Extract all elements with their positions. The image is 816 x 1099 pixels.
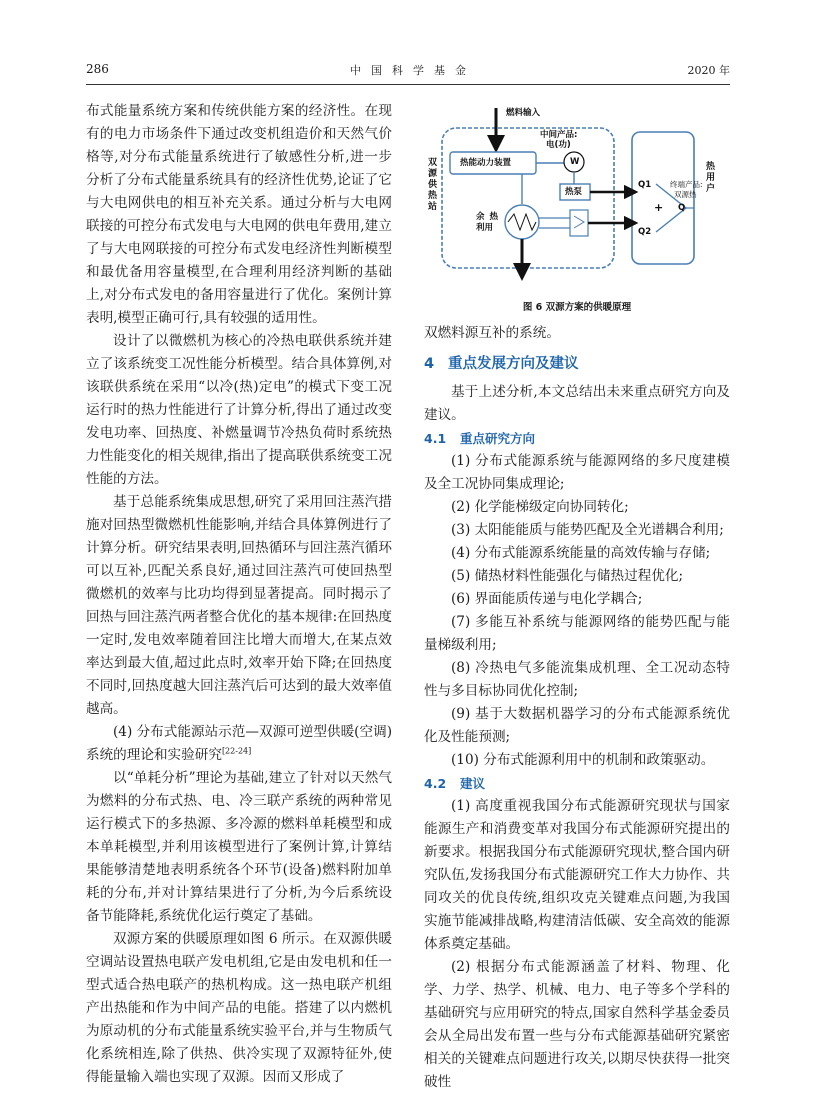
q2-label: Q2 (638, 227, 652, 237)
left-column (86, 100, 392, 1089)
subsection-heading (424, 772, 730, 795)
list-item: (1) 分布式能源系统与能源网络的多尺度建模及全工况协同集成理论; (424, 453, 730, 492)
electric-power-label: 电(功) (546, 140, 571, 150)
dual-heat-label: 双源热 (674, 190, 697, 199)
list-item: (5) 储热材料性能强化与储热过程优化; (451, 568, 684, 584)
intermediate-product-label: 中间产品: (540, 130, 578, 140)
final-product-label: 终端产品: (670, 180, 703, 189)
citation: [22-24] (221, 746, 252, 756)
auxiliary-unit (570, 210, 588, 236)
heat-engine-label: 热能动力装置 (460, 158, 512, 168)
heat-exchanger (505, 205, 539, 239)
subsection-number: 4.2 (424, 776, 447, 791)
paragraph: 布式能量系统方案和传统供能方案的经济性。在现有的电力市场条件下通过改变机组造价和天然气价格等,对分布式能量系统进行了敏感性分析,进一步分析了分布式能量系统具有的经济性优势,论证了它与大电网供电的相互补充关系。通过分析与大电网联接的可控分布式发电与大电网的供电年费用,建立了与大电网联接的可控分布式发电经济性判断模型和最优备用容量模型,在合理利用经济判断的基础上,对分布式发电的备用容量进行了优化。案例计算表明,模型正确可行,具有较强的适用性。 (86, 103, 392, 326)
paragraph-heading (86, 721, 392, 767)
paragraph: 基于上述分析,本文总结出未来重点研究方向及建议。 (424, 384, 730, 423)
header-rule (86, 84, 730, 85)
q-output-label: Q (678, 203, 686, 213)
subsection-heading (424, 427, 730, 450)
subsection-title: 建议 (460, 776, 486, 791)
subsection-title: 重点研究方向 (460, 431, 536, 446)
list-item: (8) 冷热电气多能流集成机理、全工况动态特性与多目标协同优化控制; (424, 660, 730, 699)
paragraph: 基于总能系统集成思想,研究了采用回注蒸汽措施对回热型微燃机性能影响,并结合具体算例进行了计算分析。研究结果表明,回热循环与回注蒸汽循环可以互补,匹配关系良好,通过回注蒸汽可使回热型微燃机的效率与比功均得到显著提高。同时揭示了回热与回注蒸汽两者整合优化的基本规律:在回热度一定时,发电效率随着回注比增大而增大,在某点效率达到最大值,超过此点时,效率开始下降;在回热度不同时,回热度越大回注蒸汽后可达到的最大效率值越高。 (86, 494, 392, 717)
paragraph: (2) 根据分布式能源涵盖了材料、物理、化学、力学、热学、机械、电力、电子等多个学科的基础研究与应用研究的特点,国家自然科学基金委员会从全局出发布置一些与分布式能源基础研究紧密相关的关键难点问题进行攻关,以期尽快获得一批突破性 (424, 959, 730, 1090)
subsection-number: 4.1 (424, 431, 447, 446)
paragraph: 以“单耗分析”理论为基础,建立了针对以天然气为燃料的分布式热、电、冷三联产系统的两种常见运行模式下的多热源、多冷源的燃料单耗模型和成本单耗模型,并利用该模型进行了案例计算,计算结果能够清楚地表明系统各个环节(设备)燃料附加单耗的分布,并对计算结果进行了分析,为今后系统设备节能降耗,系统优化运行奠定了基础。 (86, 770, 392, 924)
section-title: 重点发展方向及建议 (448, 356, 579, 372)
list-item: (3) 太阳能能质与能势匹配及全光谱耦合利用; (451, 522, 724, 538)
user-label: 热用户 (706, 162, 716, 194)
list-item: (4) 分布式能源系统能量的高效传输与存储; (451, 545, 711, 561)
paragraph: (1) 高度重视我国分布式能源研究现状与国家能源生产和消费变革对我国分布式能源研究提出的新要求。根据我国分布式能源研究现状,整合国内研究队伍,发扬我国分布式能源研究工作大力协作、共同攻关的优良传统,组织攻克关键难点问题,为我国实施节能减排战略,构建清洁低碳、安全高效的能源体系奠定基础。 (424, 798, 730, 952)
section-number: 4 (424, 356, 435, 372)
fuel-input-label: 燃料输入 (506, 108, 541, 118)
paragraph-heading-text: (4) 分布式能源站示范—双源可逆型供暖(空调)系统的理论和实验研究 (86, 724, 392, 763)
list-item: (6) 界面能质传递与电化学耦合; (451, 591, 643, 607)
list-item: (9) 基于大数据机器学习的分布式能源系统优化及性能预测; (424, 706, 730, 745)
q1-label: Q1 (638, 180, 652, 190)
page-number: 286 (86, 62, 109, 76)
paragraph: 双燃料源互补的系统。 (424, 325, 560, 341)
figure-caption: 图 6 双源方案的供暖原理 (522, 302, 632, 313)
list-item: (7) 多能互补系统与能源网络的能势匹配与能量梯级利用; (424, 614, 730, 653)
figure-6-diagram (424, 100, 730, 300)
list-item: (2) 化学能梯级定向协同转化; (451, 499, 629, 515)
list-item: (10) 分布式能源利用中的机制和政策驱动。 (451, 752, 715, 768)
issue-year: 2020 年 (687, 64, 730, 77)
paragraph: 设计了以微燃机为核心的冷热电联供系统并建立了该系统变工况性能分析模型。结合具体算例,对该联供系统在采用“以冷(热)定电”的模式下变工况运行时的热力性能进行了计算分析,得出了通过改变发电功率、回热度、补燃量调节冷热负荷时系统热力性能变化的相关规律,指出了提高联供系统变工况性能的方法。 (86, 333, 392, 487)
heat-pump-label: 热泵 (565, 187, 583, 197)
journal-title: 中国科学基金 (350, 64, 476, 77)
w-label: W (570, 157, 580, 167)
right-column (424, 100, 730, 1094)
plus-label: + (654, 201, 664, 214)
waste-heat-label: 余热利用 (476, 212, 498, 233)
station-label: 双源供热站 (428, 158, 438, 212)
paragraph: 双源方案的供暖原理如图 6 所示。在双源供暖空调站设置热电联产发电机组,它是由发电机和任一型式适合热电联产的热机构成。这一热电联产机组产出热能和作为中间产品的电能。搭建了以内燃机为原动机的分布式能量系统实验平台,并与生物质气化系统相连,除了供热、供冷实现了双源特征外,使得能量输入端也实现了双源。因而又形成了 (86, 931, 392, 1085)
section-heading (424, 347, 730, 381)
